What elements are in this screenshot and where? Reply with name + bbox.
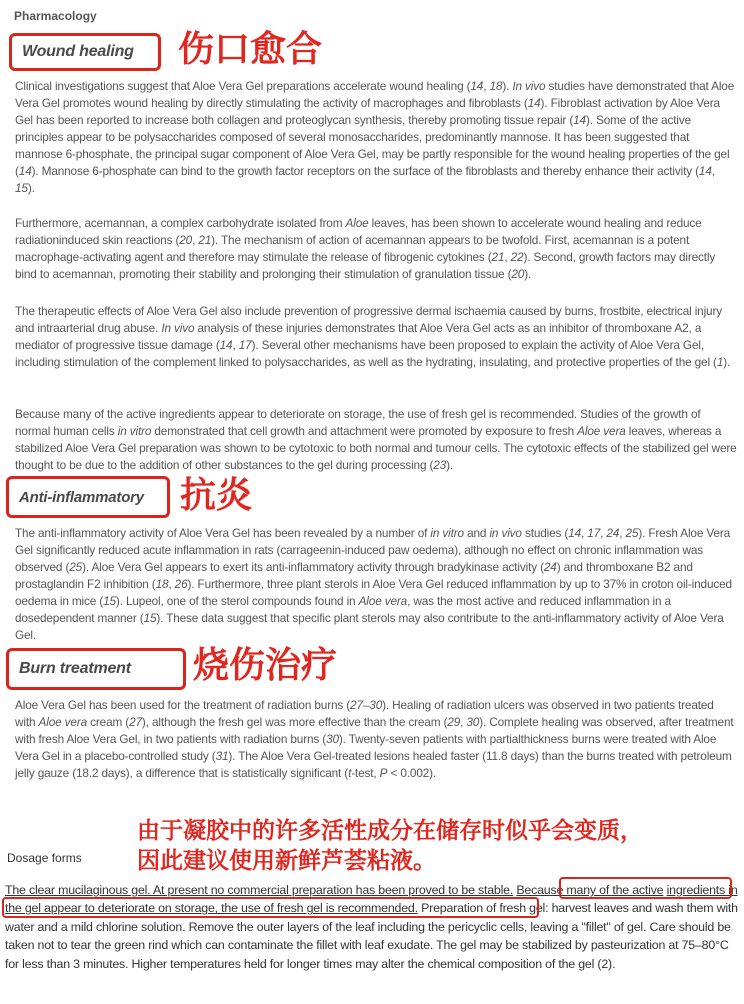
subheading-burn-treatment: Burn treatment — [19, 660, 131, 677]
dosage-highlight-b: ingredients in the gel appear to deteriorate on storage, the use of fresh gel is recommended. — [5, 883, 738, 916]
anti-inflammatory-para: The anti-inflammatory activity of Aloe Vera Gel has been revealed by a number of in vitro and in vivo studies (14, 17, 24, 25). Fresh Aloe Vera Gel significantly reduced acute inflammation in rats (carrageenin-induced paw oedema), although no effect on chronic inflammation was observed (25). Aloe Vera Gel appears to exert its anti-inflammatory activity through bradykinase activity (24) and thromboxane B2 and prostaglandin F2 inhibition (18, 26). Furthermore, three plant sterols in Aloe Vera Gel reduced inflammation by up to 37% in croton oil-induced oedema in mice (15). Lupeol, one of the sterol compounds found in Aloe vera, was the most active and reduced inflammation in a dosedependent manner (15). These data suggest that specific plant sterols may also contribute to the anti-inflammatory activity of Aloe Vera Gel. — [15, 526, 732, 642]
subheading-wound-healing: Wound healing — [22, 43, 134, 60]
burn-treatment-para: Aloe Vera Gel has been used for the treatment of radiation burns (27–30). Healing of radiation ulcers was observed in two patients treated with Aloe vera cream (27), although the fresh gel was more effective than the cream (29, 30). Complete healing was observed, after treatment with fresh Aloe Vera Gel, in two patients with radiation burns (30). Twenty-seven patients with partialthickness burns were treated with Aloe Vera Gel in a placebo-controlled study (31). The Aloe Vera Gel-treated lesions healed faster (11.8 days) than the burns treated with petroleum jelly gauze (18.2 days), a difference that is statistically significant (t-test, P < 0.002). — [15, 698, 734, 780]
wound-para-1: Clinical investigations suggest that Aloe Vera Gel preparations accelerate wound healing (14, 18). In vivo studies have demonstrated that Aloe Vera Gel promotes wound healing by directly stimulating the activity of macrophages and fibroblasts (14). Fibroblast activation by Aloe Vera Gel has been reported to increase both collagen and proteoglycan synthesis, thereby promoting tissue repair (14). Some of the active principles appear to be polysaccharides composed of several monosaccharides, predominantly mannose. It has been suggested that mannose 6-phosphate, the principal sugar component of Aloe Vera Gel, may be partly responsible for the wound healing properties of the gel (14). Mannose 6-phosphate can bind to the growth factor receptors on the surface of the fibroblasts and thereby enhance their activity (14, 15). — [15, 79, 735, 195]
annotation-wound-healing: 伤口愈合 — [178, 29, 323, 70]
highlight-box-line-2 — [2, 897, 539, 918]
wound-para-4: Because many of the active ingredients appear to deteriorate on storage, the use of fresh gel is recommended. Studies of the growth of normal human cells in vitro demonstrated that cell growth and attachment were promoted by exposure to fresh Aloe vera leaves, whereas a stabilized Aloe Vera Gel preparation was shown to be cytotoxic to both normal and tumour cells. The cytotoxic effects of the stabilized gel were thought to be due to the addition of other substances to the gel during processing (23). — [15, 407, 737, 472]
wound-para-3: The therapeutic effects of Aloe Vera Gel also include prevention of progressive dermal ischaemia caused by burns, frostbite, electrical injury and intraarterial drug abuse. In vivo analysis of these injuries demonstrates that Aloe Vera Gel acts as an inhibitor of thromboxane A2, a mediator of progressive tissue damage (14, 17). Several other mechanisms have been proposed to explain the activity of Aloe Vera Gel, including stimulation of the complement linked to polysaccharides, as well as the hydrating, insulating, and protective properties of the gel (1). — [15, 304, 731, 369]
dosage-highlight-a: Because many of the active — [516, 883, 664, 897]
dosage-text-after: Preparation of fresh gel: harvest leaves and wash them with water and a mild chlorine solution. Remove the outer layers of the leaf including the pericyclic cells, leaving a "fillet" of gel. Care should be taken not to tear the green rind which can contaminate the fillet with leaf exudate. The gel may be stabilized by pasteurization at 75–80°C for less than 3 minutes. Higher temperatures held for longer times may alter the chemical composition of the gel (2). — [5, 901, 738, 971]
highlight-box-line-1 — [559, 877, 732, 899]
section-title: Pharmacology — [14, 9, 97, 23]
annotation-anti-inflammatory: 抗炎 — [180, 475, 253, 516]
wound-para-2: Furthermore, acemannan, a complex carbohydrate isolated from Aloe leaves, has been shown to accelerate wound healing and reduce radiationinduced skin reactions (20, 21). The mechanism of action of acemannan appears to be twofold. First, acemannan is a potent macrophage-activating agent and therefore may stimulate the release of fibrogenic cytokines (21, 22). Second, growth factors may directly bind to acemannan, promoting their stability and prolonging their stimulation of granulation tissue (20). — [15, 216, 716, 281]
annotation-dosage-line-2: 因此建议使用新鲜芦荟粘液。 — [137, 848, 436, 874]
heading-box-burn-treatment — [6, 648, 186, 690]
annotation-dosage-line-1: 由于凝胶中的许多活性成分在储存时似乎会变质， — [137, 818, 643, 844]
annotation-burn-treatment: 烧伤治疗 — [193, 645, 338, 686]
heading-box-wound-healing — [9, 33, 161, 71]
heading-box-anti-inflammatory — [6, 476, 170, 518]
subheading-anti-inflammatory: Anti-inflammatory — [19, 488, 144, 506]
dosage-text-before: The clear mucilaginous gel. At present no commercial preparation has been proved to be stable. — [5, 883, 514, 897]
dosage-forms-heading: Dosage forms — [7, 851, 82, 865]
